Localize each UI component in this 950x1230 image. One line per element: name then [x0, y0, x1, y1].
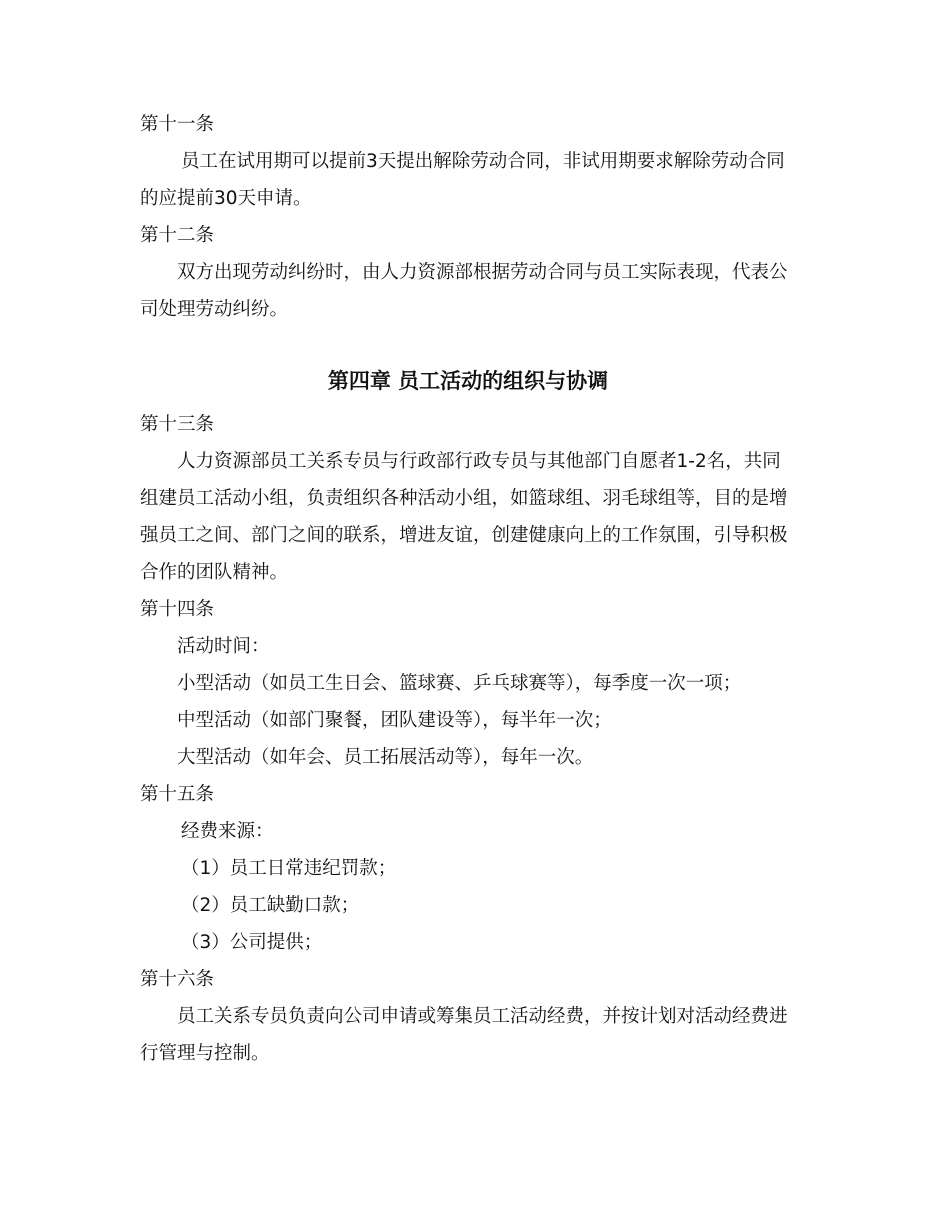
chapter-heading: 第四章 员工活动的组织与协调: [327, 369, 609, 393]
article-12-line-2: 司处理劳动纠纷。: [140, 299, 289, 320]
article-15-line-1: 经费来源：: [181, 821, 274, 842]
article-14-line-1: 活动时间：: [177, 636, 270, 657]
article-11-line-1: 员工在试用期可以提前3天提出解除劳动合同，非试用期要求解除劳动合同: [181, 151, 785, 172]
article-13-line-4: 合作的团队精神。: [140, 562, 289, 583]
article-15-label: 第十五条: [140, 784, 215, 805]
article-13-label: 第十三条: [140, 414, 215, 435]
article-16-line-1: 员工关系专员负责向公司申请或筹集员工活动经费，并按计划对活动经费进: [177, 1006, 788, 1027]
article-14-line-3: 中型活动（如部门聚餐，团队建设等），每半年一次；: [177, 710, 612, 731]
article-15-item-2: （2）员工缺勤口款；: [181, 895, 360, 916]
article-13-line-1: 人力资源部员工关系专员与行政部行政专员与其他部门自愿者1-2名，共同: [177, 451, 781, 472]
article-14-label: 第十四条: [140, 599, 215, 620]
article-16-label: 第十六条: [140, 969, 215, 990]
article-12-label: 第十二条: [140, 225, 215, 246]
article-14-line-4: 大型活动（如年会、员工拓展活动等），每年一次。: [177, 747, 594, 768]
article-16-line-2: 行管理与控制。: [140, 1043, 270, 1064]
article-14-line-2: 小型活动（如员工生日会、篮球赛、乒乓球赛等），每季度一次一项；: [177, 673, 742, 694]
article-15-item-3: （3）公司提供；: [181, 932, 323, 953]
article-12-line-1: 双方出现劳动纠纷时，由人力资源部根据劳动合同与员工实际表现，代表公: [177, 262, 788, 283]
article-15-item-1: （1）员工日常违纪罚款；: [181, 858, 397, 879]
article-11-line-2: 的应提前30天申请。: [140, 188, 312, 209]
article-11-label: 第十一条: [140, 114, 215, 135]
article-13-line-2: 组建员工活动小组，负责组织各种活动小组，如篮球组、羽毛球组等，目的是增: [140, 488, 788, 509]
article-13-line-3: 强员工之间、部门之间的联系，增进友谊，创建健康向上的工作氛围，引导积极: [140, 525, 788, 546]
